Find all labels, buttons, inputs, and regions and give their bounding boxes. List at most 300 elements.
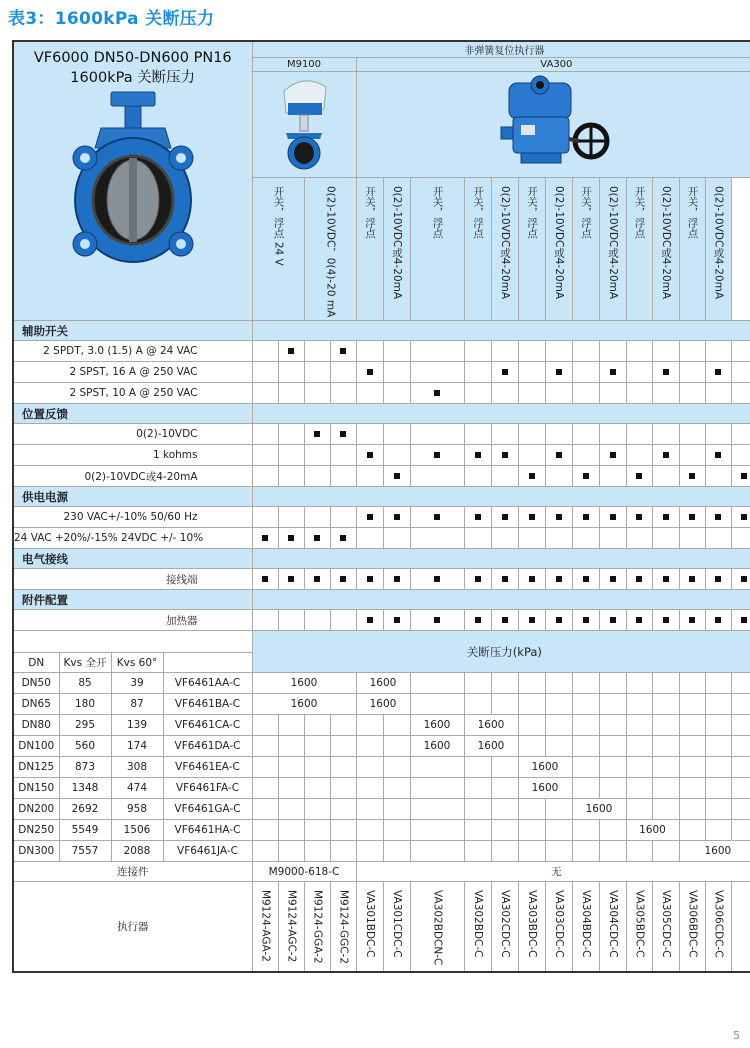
column-header-label: 开关，浮点 bbox=[633, 186, 646, 239]
section-fill bbox=[252, 590, 750, 610]
actuator-model-cell bbox=[545, 882, 572, 972]
column-header-label: 0(2)-10VDC或4-20mA bbox=[607, 186, 619, 300]
mark-square bbox=[529, 514, 535, 520]
empty-pressure-cell bbox=[518, 715, 545, 736]
empty-pressure-cell bbox=[518, 841, 545, 862]
option-cell bbox=[330, 569, 356, 590]
mark-square bbox=[288, 348, 294, 354]
option-cell bbox=[679, 383, 705, 404]
option-cell bbox=[545, 445, 572, 466]
option-cell bbox=[705, 424, 731, 445]
option-cell bbox=[518, 528, 545, 549]
option-cell bbox=[464, 341, 491, 362]
empty-pressure-cell bbox=[491, 757, 518, 778]
option-cell bbox=[304, 424, 330, 445]
option-cell bbox=[464, 466, 491, 487]
empty-pressure-cell bbox=[518, 799, 545, 820]
empty-pressure-cell bbox=[356, 841, 383, 862]
empty-pressure-cell bbox=[599, 841, 626, 862]
kvs-60-cell: 174 bbox=[111, 736, 163, 757]
option-cell bbox=[410, 445, 464, 466]
option-cell bbox=[599, 341, 626, 362]
option-cell bbox=[679, 341, 705, 362]
mark-square bbox=[502, 369, 508, 375]
option-cell bbox=[383, 466, 410, 487]
option-row bbox=[13, 466, 750, 487]
option-cell bbox=[491, 445, 518, 466]
mark-square bbox=[689, 473, 695, 479]
mark-square bbox=[502, 514, 508, 520]
option-cell bbox=[383, 424, 410, 445]
m9100-label: M9100 bbox=[286, 59, 322, 70]
empty-pressure-cell bbox=[652, 757, 679, 778]
empty-pressure-cell bbox=[410, 841, 464, 862]
option-cell bbox=[705, 362, 731, 383]
empty-pressure-cell bbox=[356, 799, 383, 820]
empty-pressure-cell bbox=[545, 673, 572, 694]
mark-square bbox=[715, 452, 721, 458]
mark-square bbox=[663, 617, 669, 623]
mark-square bbox=[715, 369, 721, 375]
option-cell bbox=[679, 610, 705, 631]
mark-square bbox=[741, 514, 747, 520]
empty-pressure-cell bbox=[252, 715, 278, 736]
dn-row bbox=[13, 757, 750, 778]
mark-square bbox=[556, 576, 562, 582]
empty-pressure-cell bbox=[304, 820, 330, 841]
option-cell bbox=[330, 445, 356, 466]
pressure-cell: 1600 bbox=[410, 736, 464, 757]
actuator-model: M9124-AGC-2 bbox=[285, 890, 298, 963]
option-cell bbox=[652, 507, 679, 528]
mark-square bbox=[715, 576, 721, 582]
column-header-1 bbox=[304, 178, 356, 321]
option-cell bbox=[410, 341, 464, 362]
mark-square bbox=[434, 576, 440, 582]
option-row bbox=[13, 383, 750, 404]
actuator-model-cell bbox=[626, 882, 652, 972]
dn-row bbox=[13, 778, 750, 799]
option-cell bbox=[383, 445, 410, 466]
empty-pressure-cell bbox=[252, 841, 278, 862]
option-cell bbox=[626, 466, 652, 487]
option-cell bbox=[356, 383, 383, 404]
valve-code-cell: VF6461DA-C bbox=[163, 736, 252, 757]
mark-square bbox=[367, 514, 373, 520]
option-cell bbox=[599, 466, 626, 487]
empty-pressure-cell bbox=[252, 820, 278, 841]
column-header-10 bbox=[599, 178, 626, 321]
column-header-13 bbox=[679, 178, 705, 321]
option-cell bbox=[652, 362, 679, 383]
option-cell bbox=[491, 424, 518, 445]
option-cell bbox=[705, 610, 731, 631]
actuator-model: VA303BDC-C bbox=[526, 890, 538, 958]
empty-pressure-cell bbox=[278, 736, 304, 757]
option-cell bbox=[491, 610, 518, 631]
kvs-60-cell: 474 bbox=[111, 778, 163, 799]
empty-pressure-cell bbox=[330, 820, 356, 841]
column-header-label: 开关，浮点 bbox=[364, 186, 376, 239]
option-cell bbox=[626, 362, 652, 383]
mark-square bbox=[314, 576, 320, 582]
option-cell bbox=[252, 445, 278, 466]
section-row bbox=[13, 321, 750, 341]
option-cell bbox=[278, 569, 304, 590]
empty-pressure-cell bbox=[599, 736, 626, 757]
option-cell bbox=[679, 528, 705, 549]
option-cell bbox=[599, 569, 626, 590]
option-cell bbox=[679, 507, 705, 528]
option-cell bbox=[252, 362, 278, 383]
option-label: 2 SPST, 16 A @ 250 VAC bbox=[13, 362, 252, 383]
mark-square bbox=[556, 514, 562, 520]
actuator-model-cell bbox=[599, 882, 626, 972]
option-cell bbox=[545, 466, 572, 487]
empty-pressure-cell bbox=[652, 841, 679, 862]
dn-cell: DN200 bbox=[13, 799, 59, 820]
option-cell bbox=[545, 424, 572, 445]
empty-pressure-cell bbox=[410, 778, 464, 799]
mark-square bbox=[529, 617, 535, 623]
empty-pressure-cell bbox=[304, 736, 330, 757]
dn-cell: DN80 bbox=[13, 715, 59, 736]
option-cell bbox=[652, 424, 679, 445]
option-cell bbox=[679, 466, 705, 487]
dn-row bbox=[13, 673, 750, 694]
mark-square bbox=[583, 514, 589, 520]
dn-cell: DN125 bbox=[13, 757, 59, 778]
empty-pressure-cell bbox=[652, 694, 679, 715]
empty-pressure-cell bbox=[252, 736, 278, 757]
column-header-label: 开关，浮点 bbox=[472, 186, 484, 239]
mark-square bbox=[583, 576, 589, 582]
option-cell bbox=[330, 528, 356, 549]
empty-pressure-cell bbox=[599, 673, 626, 694]
option-cell bbox=[304, 341, 330, 362]
empty-pressure-cell bbox=[679, 736, 705, 757]
option-cell bbox=[252, 507, 278, 528]
mark-square bbox=[663, 452, 669, 458]
va300-image-cell bbox=[356, 72, 750, 178]
option-cell bbox=[518, 424, 545, 445]
kvs-60-cell: 2088 bbox=[111, 841, 163, 862]
option-cell bbox=[705, 445, 731, 466]
mark-square bbox=[394, 617, 400, 623]
empty-pressure-cell bbox=[330, 736, 356, 757]
empty-pressure-cell bbox=[252, 778, 278, 799]
empty-pressure-cell bbox=[330, 799, 356, 820]
mark-square bbox=[689, 576, 695, 582]
empty-pressure-cell bbox=[679, 715, 705, 736]
empty-pressure-cell bbox=[252, 799, 278, 820]
mark-square bbox=[288, 535, 294, 541]
mark-square bbox=[636, 473, 642, 479]
mark-square bbox=[340, 535, 346, 541]
empty-pressure-cell bbox=[410, 694, 464, 715]
actuator-model: VA303CDC-C bbox=[553, 890, 565, 958]
empty-pressure-cell bbox=[705, 715, 731, 736]
empty-pressure-cell bbox=[679, 799, 705, 820]
empty-pressure-cell bbox=[518, 736, 545, 757]
empty-pressure-cell bbox=[679, 673, 705, 694]
actuator-model-cell bbox=[652, 882, 679, 972]
empty-pressure-cell bbox=[545, 799, 572, 820]
pressure-cell: 1600 bbox=[518, 757, 572, 778]
option-cell bbox=[491, 507, 518, 528]
column-header-label: 0(2)-10VDC或4-20mA bbox=[553, 186, 565, 300]
empty-pressure-cell bbox=[278, 715, 304, 736]
column-header-label: 开关，浮点 bbox=[686, 186, 699, 239]
option-label: 24 VAC +20%/-15% 24VDC +/- 10% bbox=[13, 528, 252, 549]
pressure-cell: 1600 bbox=[252, 694, 356, 715]
empty-pressure-cell bbox=[626, 715, 652, 736]
connector-row bbox=[13, 862, 750, 882]
empty-pressure-cell bbox=[491, 778, 518, 799]
mark-square bbox=[583, 617, 589, 623]
empty-pressure-cell bbox=[464, 778, 491, 799]
group-label-cell bbox=[252, 41, 750, 58]
empty-pressure-cell bbox=[491, 799, 518, 820]
empty-pressure-cell bbox=[705, 820, 731, 841]
empty-pressure-cell bbox=[304, 841, 330, 862]
valve-code-cell: VF6461BA-C bbox=[163, 694, 252, 715]
option-cell bbox=[731, 610, 750, 631]
option-cell bbox=[652, 445, 679, 466]
section-title: 电气接线 bbox=[13, 549, 252, 569]
option-cell bbox=[731, 466, 750, 487]
empty-pressure-cell bbox=[491, 820, 518, 841]
option-cell bbox=[626, 528, 652, 549]
option-cell bbox=[304, 383, 330, 404]
column-header-4 bbox=[410, 178, 464, 321]
spec-table bbox=[12, 40, 750, 973]
mark-square bbox=[434, 390, 440, 396]
dn-cell: DN100 bbox=[13, 736, 59, 757]
mark-square bbox=[367, 452, 373, 458]
page-title: 表3：1600kPa 关断压力 bbox=[8, 9, 215, 29]
empty-pressure-cell bbox=[572, 820, 599, 841]
empty-pressure-cell bbox=[410, 673, 464, 694]
option-cell bbox=[545, 610, 572, 631]
option-label: 2 SPST, 10 A @ 250 VAC bbox=[13, 383, 252, 404]
empty-pressure-cell bbox=[491, 841, 518, 862]
mark-square bbox=[610, 617, 616, 623]
section-title: 位置反馈 bbox=[13, 404, 252, 424]
option-cell bbox=[278, 341, 304, 362]
option-cell bbox=[731, 362, 750, 383]
empty-pressure-cell bbox=[464, 757, 491, 778]
option-cell bbox=[464, 383, 491, 404]
option-cell bbox=[491, 383, 518, 404]
kvs-full-cell: 1348 bbox=[59, 778, 111, 799]
option-row bbox=[13, 362, 750, 383]
option-cell bbox=[731, 424, 750, 445]
actuator-model-cell bbox=[491, 882, 518, 972]
mark-square bbox=[394, 576, 400, 582]
empty-pressure-cell bbox=[572, 673, 599, 694]
option-cell bbox=[518, 445, 545, 466]
m9100-actuator-image bbox=[274, 73, 334, 173]
empty-pressure-cell bbox=[731, 673, 750, 694]
kvs-full-cell: 295 bbox=[59, 715, 111, 736]
empty-pressure-cell bbox=[410, 820, 464, 841]
empty-pressure-cell bbox=[731, 799, 750, 820]
option-cell bbox=[572, 445, 599, 466]
kvs-full-cell: 2692 bbox=[59, 799, 111, 820]
mark-square bbox=[288, 576, 294, 582]
column-header-14 bbox=[705, 178, 731, 321]
option-cell bbox=[330, 424, 356, 445]
option-cell bbox=[304, 569, 330, 590]
option-cell bbox=[356, 341, 383, 362]
option-cell bbox=[518, 383, 545, 404]
option-cell bbox=[252, 610, 278, 631]
empty-pressure-cell bbox=[330, 715, 356, 736]
section-fill bbox=[252, 487, 750, 507]
empty-pressure-cell bbox=[731, 736, 750, 757]
option-cell bbox=[679, 362, 705, 383]
actuator-model-cell bbox=[572, 882, 599, 972]
option-row bbox=[13, 507, 750, 528]
mark-square bbox=[475, 617, 481, 623]
empty-pressure-cell bbox=[278, 799, 304, 820]
option-cell bbox=[599, 383, 626, 404]
option-cell bbox=[410, 424, 464, 445]
mark-square bbox=[689, 514, 695, 520]
empty-pressure-cell bbox=[572, 694, 599, 715]
empty-pressure-cell bbox=[705, 694, 731, 715]
dn-cell: DN50 bbox=[13, 673, 59, 694]
empty-pressure-cell bbox=[278, 757, 304, 778]
option-row bbox=[13, 341, 750, 362]
mark-square bbox=[262, 535, 268, 541]
actuator-model-cell bbox=[679, 882, 705, 972]
option-cell bbox=[545, 528, 572, 549]
empty-pressure-cell bbox=[679, 778, 705, 799]
empty-pressure-cell bbox=[330, 778, 356, 799]
actuator-model: VA301CDC-C bbox=[391, 890, 403, 958]
column-header-12 bbox=[652, 178, 679, 321]
option-cell bbox=[464, 569, 491, 590]
column-header-label: 0(2)-10VDC或4-20mA bbox=[660, 186, 672, 300]
option-cell bbox=[626, 507, 652, 528]
option-cell bbox=[383, 610, 410, 631]
option-cell bbox=[464, 445, 491, 466]
column-header-label: 开关，浮点 bbox=[526, 186, 538, 239]
col-code-header bbox=[163, 653, 252, 673]
option-cell bbox=[652, 610, 679, 631]
option-cell bbox=[518, 362, 545, 383]
actuator-model: M9124-GGC-2 bbox=[337, 890, 350, 965]
option-cell bbox=[572, 528, 599, 549]
option-cell bbox=[626, 445, 652, 466]
option-label: 0(2)-10VDC或4-20mA bbox=[13, 466, 252, 487]
column-header-8 bbox=[545, 178, 572, 321]
option-cell bbox=[383, 528, 410, 549]
kvs-full-cell: 180 bbox=[59, 694, 111, 715]
option-cell bbox=[545, 362, 572, 383]
option-cell bbox=[252, 383, 278, 404]
option-cell bbox=[652, 341, 679, 362]
empty-pressure-cell bbox=[705, 736, 731, 757]
option-cell bbox=[464, 610, 491, 631]
mark-square bbox=[715, 514, 721, 520]
actuator-model-cell bbox=[410, 882, 464, 972]
mark-square bbox=[556, 452, 562, 458]
option-row bbox=[13, 445, 750, 466]
empty-pressure-cell bbox=[545, 694, 572, 715]
option-cell bbox=[572, 362, 599, 383]
column-header-label: 开关，浮点 bbox=[580, 186, 592, 239]
option-cell bbox=[731, 383, 750, 404]
option-cell bbox=[304, 445, 330, 466]
pressure-cell: 1600 bbox=[464, 736, 518, 757]
empty-pressure-cell bbox=[731, 715, 750, 736]
actuator-spare-cell bbox=[731, 882, 750, 972]
column-header-label: 0(2)-10VDC或4-20mA bbox=[712, 186, 725, 300]
option-cell bbox=[599, 362, 626, 383]
empty-pressure-cell bbox=[626, 736, 652, 757]
actuator-model-cell bbox=[383, 882, 410, 972]
column-header-7 bbox=[518, 178, 545, 321]
empty-pressure-cell bbox=[626, 799, 652, 820]
connector-m9000: M9000-618-C bbox=[252, 862, 356, 882]
option-cell bbox=[383, 507, 410, 528]
option-cell bbox=[652, 466, 679, 487]
mark-square bbox=[262, 576, 268, 582]
pressure-cell: 1600 bbox=[356, 694, 410, 715]
section-row bbox=[13, 590, 750, 610]
option-cell bbox=[572, 569, 599, 590]
pressure-cell: 1600 bbox=[464, 715, 518, 736]
empty-pressure-cell bbox=[304, 715, 330, 736]
option-cell bbox=[626, 610, 652, 631]
option-cell bbox=[731, 445, 750, 466]
actuator-model: VA301BDC-C bbox=[364, 890, 376, 958]
option-cell bbox=[599, 445, 626, 466]
option-cell bbox=[356, 362, 383, 383]
dn-cell: DN65 bbox=[13, 694, 59, 715]
mark-square bbox=[367, 369, 373, 375]
mark-square bbox=[663, 514, 669, 520]
empty-pressure-cell bbox=[464, 820, 491, 841]
column-header-2 bbox=[356, 178, 383, 321]
mark-square bbox=[434, 617, 440, 623]
kvs-full-cell: 560 bbox=[59, 736, 111, 757]
empty-pressure-cell bbox=[278, 778, 304, 799]
option-cell bbox=[278, 362, 304, 383]
actuator-model-cell bbox=[356, 882, 383, 972]
empty-pressure-cell bbox=[626, 778, 652, 799]
section-row bbox=[13, 487, 750, 507]
option-cell bbox=[252, 341, 278, 362]
option-cell bbox=[705, 341, 731, 362]
empty-pressure-cell bbox=[545, 841, 572, 862]
empty-pressure-cell bbox=[572, 778, 599, 799]
empty-pressure-cell bbox=[731, 694, 750, 715]
mark-square bbox=[367, 617, 373, 623]
kvs-full-cell: 85 bbox=[59, 673, 111, 694]
option-cell bbox=[572, 424, 599, 445]
option-cell bbox=[330, 507, 356, 528]
dn-row bbox=[13, 799, 750, 820]
empty-pressure-cell bbox=[545, 715, 572, 736]
empty-pressure-cell bbox=[599, 694, 626, 715]
option-cell bbox=[356, 569, 383, 590]
option-cell bbox=[572, 466, 599, 487]
dn-row bbox=[13, 694, 750, 715]
